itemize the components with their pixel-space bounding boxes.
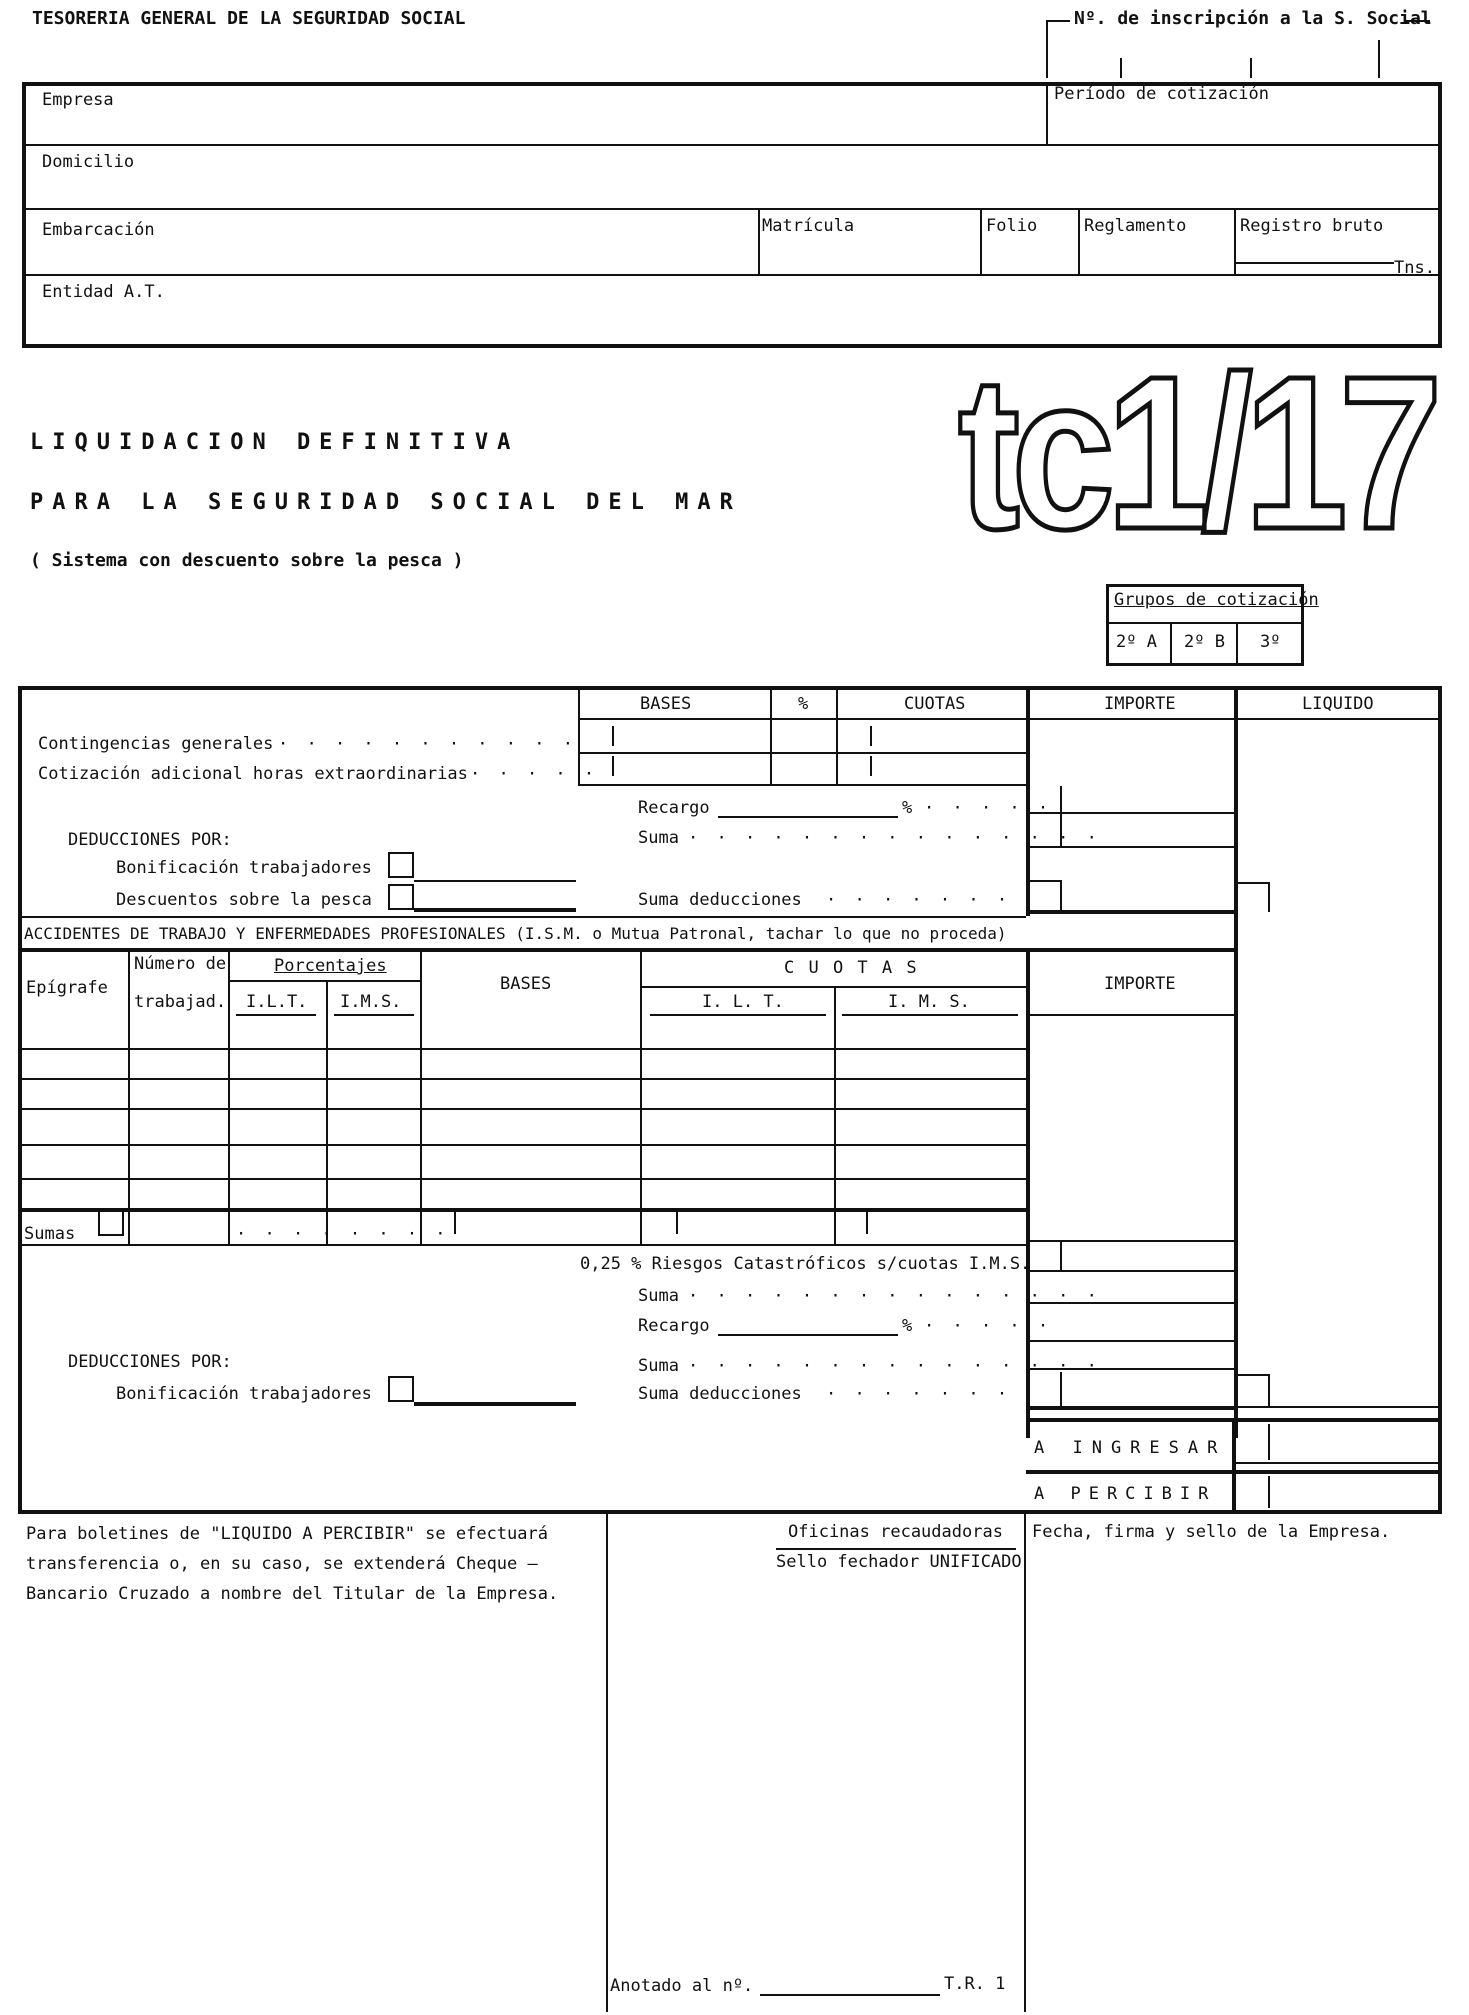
embarcacion-field[interactable]: Embarcación (42, 220, 155, 240)
riesgos-label: 0,25 % Riesgos Catastróficos s/cuotas I.M.S. (580, 1254, 1031, 1274)
tr-label: T.R. 1 (944, 1974, 1006, 1994)
s1-cuotas-header: CUOTAS (904, 694, 966, 714)
inscription-line-left (1046, 20, 1070, 22)
suma-deducciones-label: Suma deducciones (638, 890, 802, 910)
bases-header: BASES (500, 974, 552, 994)
tc1-17-logo (950, 332, 1440, 575)
grupo-2b[interactable]: 2º B (1184, 632, 1225, 652)
numero-header: Número de (134, 954, 227, 974)
a-ingresar-input[interactable] (1276, 1436, 1426, 1453)
table-row[interactable] (18, 1178, 1026, 1180)
a-ingresar-label: A INGRESAR (1034, 1438, 1227, 1458)
title-line1: LIQUIDACION DEFINITIVA (30, 430, 520, 455)
sumas-checkbox[interactable] (98, 1210, 124, 1236)
empresa-field[interactable]: Empresa (42, 90, 114, 110)
s2-suma-ded-label: Suma (638, 1356, 679, 1376)
anotado-label: Anotado al nº. (610, 1976, 754, 1996)
inscription-line-right (1406, 20, 1430, 22)
cuotas-header: C U O T A S (784, 958, 919, 978)
s2-recargo-label: Recargo (638, 1316, 710, 1336)
registro-bruto-field[interactable]: Registro bruto (1240, 216, 1384, 236)
cotizacion-adicional-label: Cotización adicional horas extraordinarias (38, 764, 468, 784)
table-row[interactable] (18, 1078, 1026, 1080)
footer-note-2: transferencia o, en su caso, se extenderá Cheque — (26, 1554, 538, 1574)
title-line2: PARA LA SEGURIDAD SOCIAL DEL MAR (30, 490, 742, 515)
a-percibir-input[interactable] (1276, 1484, 1426, 1501)
s2-deducciones-label: DEDUCCIONES POR: (68, 1352, 232, 1372)
s2-bonificacion-checkbox[interactable] (388, 1376, 414, 1402)
s1-importe-header: IMPORTE (1104, 694, 1176, 714)
porcentajes-header: Porcentajes (274, 956, 387, 976)
title-subtitle: ( Sistema con descuento sobre la pesca ) (30, 550, 464, 571)
footer-note-3: Bancario Cruzado a nombre del Titular de la Empresa. (26, 1584, 559, 1604)
grupo-2a[interactable]: 2º A (1116, 632, 1157, 652)
s2-suma-label: Suma (638, 1286, 679, 1306)
contingencias-label: Contingencias generales (38, 734, 274, 754)
table-row[interactable] (18, 1144, 1026, 1146)
bonificacion-checkbox[interactable] (388, 852, 414, 878)
s2-bonificacion-label: Bonificación trabajadores (116, 1384, 372, 1404)
epigrafe-header: Epígrafe (26, 978, 108, 998)
recargo-pct: % (902, 798, 913, 818)
trabajad-header: trabajad. (134, 992, 227, 1012)
s2-recargo-pct: % (902, 1316, 913, 1336)
inscription-box-left (1046, 20, 1048, 78)
bonificacion-label: Bonificación trabajadores (116, 858, 372, 878)
recargo-label: Recargo (638, 798, 710, 818)
sumas-label: Sumas (24, 1224, 76, 1244)
inscription-label: Nº. de inscripción a la S. Social (1074, 8, 1432, 29)
s1-liquido-header: LIQUIDO (1302, 694, 1374, 714)
inscription-input[interactable] (1060, 50, 1070, 67)
suma-label: Suma (638, 828, 679, 848)
entidad-field[interactable]: Entidad A.T. (42, 282, 165, 302)
periodo-field[interactable]: Período de cotización (1054, 84, 1269, 104)
s2-importe-header: IMPORTE (1104, 974, 1176, 994)
org-name: TESORERIA GENERAL DE LA SEGURIDAD SOCIAL (32, 8, 466, 29)
reglamento-field[interactable]: Reglamento (1084, 216, 1187, 236)
table-row[interactable] (18, 1108, 1026, 1110)
tns-unit: Tns. (1394, 258, 1435, 278)
table-row[interactable] (18, 1048, 1026, 1050)
footer-note-1: Para boletines de "LIQUIDO A PERCIBIR" se efectuará (26, 1524, 548, 1544)
ilt-header: I.L.T. (246, 992, 308, 1012)
logo-text: tc1/17 (958, 332, 1435, 575)
s1-pct-header: % (798, 694, 809, 714)
section2-title: ACCIDENTES DE TRABAJO Y ENFERMEDADES PROFESIONALES (I.S.M. o Mutua Patronal, tachar lo que no proceda) (24, 924, 1007, 943)
anotado-input[interactable] (760, 1994, 940, 1996)
a-percibir-label: A PERCIBIR (1034, 1484, 1217, 1504)
company-box (22, 82, 1442, 348)
sello-label: Sello fechador UNIFICADO (776, 1552, 1022, 1572)
folio-field[interactable]: Folio (986, 216, 1038, 236)
s2-suma-deducciones-label: Suma deducciones (638, 1384, 802, 1404)
cuotas-ilt-header: I. L. T. (702, 992, 784, 1012)
descuentos-checkbox[interactable] (388, 884, 414, 910)
deducciones-label: DEDUCCIONES POR: (68, 830, 232, 850)
cuotas-ims-header: I. M. S. (888, 992, 970, 1012)
fecha-firma-label: Fecha, firma y sello de la Empresa. (1032, 1522, 1391, 1542)
matricula-field[interactable]: Matrícula (762, 216, 855, 236)
grupos-label: Grupos de cotización (1114, 590, 1319, 610)
ims-header: I.M.S. (340, 992, 402, 1012)
s1-bases-header: BASES (640, 694, 692, 714)
grupo-3[interactable]: 3º (1260, 632, 1281, 652)
domicilio-field[interactable]: Domicilio (42, 152, 135, 172)
descuentos-label: Descuentos sobre la pesca (116, 890, 372, 910)
oficinas-label: Oficinas recaudadoras (788, 1522, 1003, 1542)
